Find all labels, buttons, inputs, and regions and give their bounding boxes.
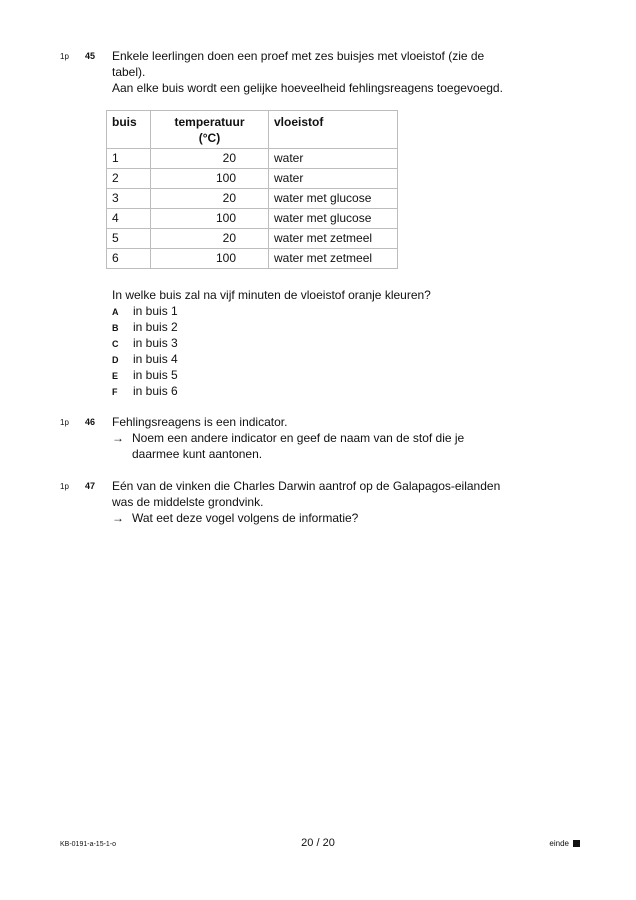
table-row <box>107 209 398 229</box>
q47-task-text: Wat eet deze vogel volgens de informatie? <box>132 511 359 525</box>
q45-points: 1p <box>60 52 69 61</box>
q45-question-block <box>112 287 431 399</box>
q45-intro <box>112 48 582 96</box>
table-row <box>107 149 398 169</box>
cell-buis: 5 <box>107 229 151 249</box>
q46-statement: Fehlingsreagens is een indicator. <box>112 415 288 429</box>
q47-line-2: was de middelste grondvink. <box>112 495 264 509</box>
header-vloeistof: vloeistof <box>269 111 398 149</box>
q45-intro-line-2: tabel). <box>112 65 146 79</box>
cell-buis: 6 <box>107 249 151 269</box>
q46-task-line-1: Noem een andere indicator en geef de naam van de stof die je <box>132 431 465 445</box>
end-square-icon <box>573 840 580 847</box>
cell-temperature: 100 <box>151 169 269 189</box>
q45-intro-line-1: Enkele leerlingen doen een proef met zes buisjes met vloeistof (zie de <box>112 49 485 63</box>
q46-task-line-2: daarmee kunt aantonen. <box>132 447 263 461</box>
cell-vloeistof: water met glucose <box>269 209 398 229</box>
cell-buis: 4 <box>107 209 151 229</box>
option-letter: D <box>112 355 119 365</box>
q47-task <box>112 510 582 526</box>
arrow-icon: → <box>112 511 124 525</box>
arrow-icon: → <box>112 431 124 445</box>
answer-option-b <box>112 319 431 335</box>
page-footer <box>0 837 636 851</box>
cell-vloeistof: water met zetmeel <box>269 229 398 249</box>
option-text: in buis 3 <box>133 336 178 350</box>
cell-vloeistof: water met zetmeel <box>269 249 398 269</box>
option-text: in buis 4 <box>133 352 178 366</box>
table-row <box>107 189 398 209</box>
option-letter: A <box>112 307 119 317</box>
cell-vloeistof: water met glucose <box>269 189 398 209</box>
header-temperature <box>151 111 269 149</box>
q46-task <box>112 430 582 446</box>
q45-intro-line-3: Aan elke buis wordt een gelijke hoeveelheid fehlingsreagens toegevoegd. <box>112 81 503 95</box>
q47-number: 47 <box>85 481 96 491</box>
option-letter: F <box>112 387 118 397</box>
cell-temperature: 20 <box>151 229 269 249</box>
option-text: in buis 1 <box>133 304 178 318</box>
option-text: in buis 2 <box>133 320 178 334</box>
answer-option-e <box>112 367 431 383</box>
q46-number: 46 <box>85 417 96 427</box>
answer-option-a <box>112 303 431 319</box>
cell-vloeistof: water <box>269 149 398 169</box>
header-buis: buis <box>107 111 151 149</box>
table-row <box>107 169 398 189</box>
end-marker <box>549 839 580 848</box>
cell-buis: 2 <box>107 169 151 189</box>
cell-vloeistof: water <box>269 169 398 189</box>
table-row <box>107 249 398 269</box>
answer-option-c <box>112 335 431 351</box>
exam-code: KB-0191-a-15-1-o <box>60 841 117 848</box>
cell-buis: 1 <box>107 149 151 169</box>
option-text: in buis 5 <box>133 368 178 382</box>
liquid-table <box>106 110 398 269</box>
answer-option-d <box>112 351 431 367</box>
cell-temperature: 100 <box>151 249 269 269</box>
cell-buis: 3 <box>107 189 151 209</box>
q46-body <box>112 414 582 462</box>
header-temperature-label: temperatuur <box>174 115 245 129</box>
q45-number: 45 <box>85 51 96 61</box>
answer-option-f <box>112 383 431 399</box>
end-label: einde <box>549 839 569 848</box>
q47-line-1: Eén van de vinken die Charles Darwin aantrof op de Galapagos-eilanden <box>112 479 501 493</box>
header-temperature-unit: (°C) <box>198 131 221 145</box>
table-header-row <box>107 111 398 149</box>
page-number: 20 / 20 <box>301 837 335 849</box>
option-letter: B <box>112 323 119 333</box>
q46-points: 1p <box>60 418 69 427</box>
option-letter: C <box>112 339 119 349</box>
q47-points: 1p <box>60 482 69 491</box>
cell-temperature: 100 <box>151 209 269 229</box>
cell-temperature: 20 <box>151 189 269 209</box>
q47-body <box>112 478 582 526</box>
option-letter: E <box>112 371 119 381</box>
q45-question: In welke buis zal na vijf minuten de vloeistof oranje kleuren? <box>112 288 431 302</box>
table-row <box>107 229 398 249</box>
cell-temperature: 20 <box>151 149 269 169</box>
option-text: in buis 6 <box>133 384 178 398</box>
